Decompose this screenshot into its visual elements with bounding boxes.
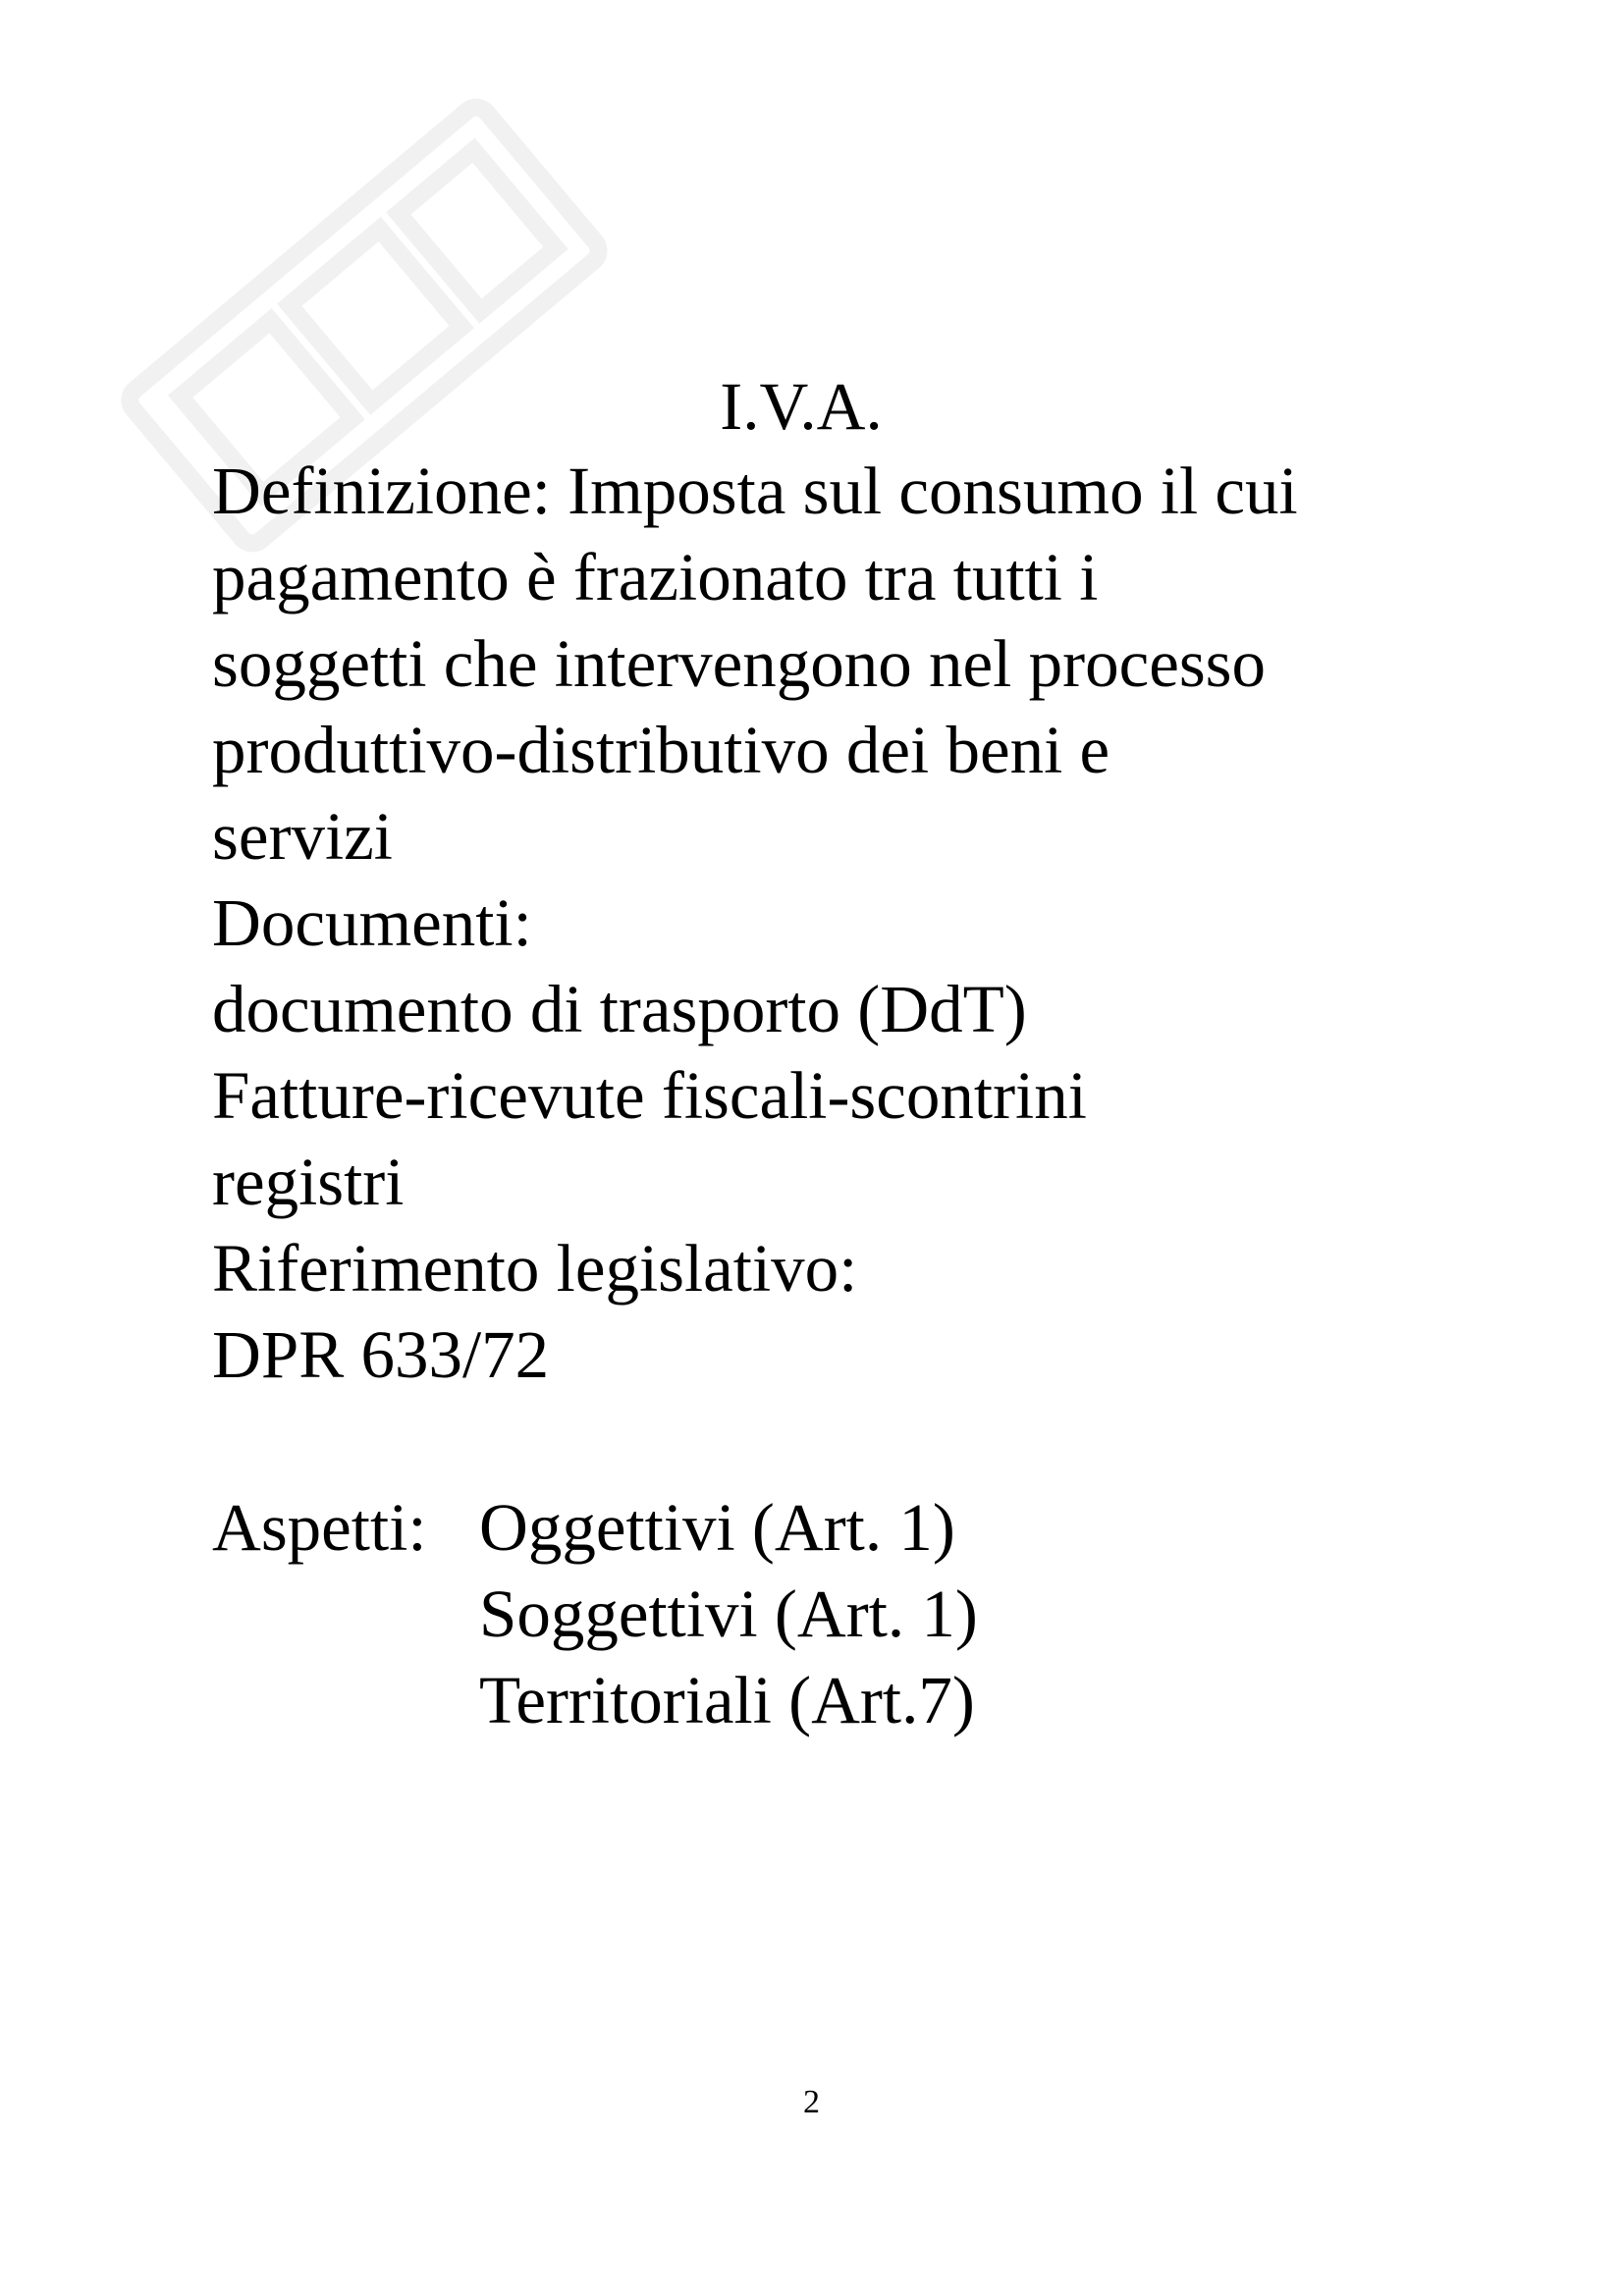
definition-line: pagamento è frazionato tra tutti i [212,540,1099,614]
spacer [212,1398,1488,1484]
definition-line: produttivo-distributivo dei beni e [212,713,1110,787]
page-content [212,365,1488,1743]
documents-item: registri [212,1145,405,1219]
reference-value: DPR 633/72 [212,1317,550,1392]
documents-item: documento di trasporto (DdT) [212,972,1027,1046]
page-number: 2 [803,2084,820,2120]
definition-block [212,448,1488,880]
definition-line: servizi [212,799,393,874]
definition-line: Definizione: Imposta sul consumo il cui [212,454,1298,528]
aspect-item: Territoriali (Art.7) [479,1663,975,1737]
aspect-item: Oggettivi (Art. 1) [479,1490,955,1565]
definition-line: soggetti che intervengono nel processo [212,626,1267,701]
page-title: I.V.A. [720,369,883,444]
reference-block [212,1225,1488,1398]
reference-heading: Riferimento legislativo: [212,1231,858,1306]
documents-heading: Documenti: [212,885,532,960]
documents-block [212,880,1488,1225]
aspects-list [479,1484,978,1743]
aspects-block [212,1484,1488,1743]
documents-item: Fatture-ricevute fiscali-scontrini [212,1058,1087,1133]
aspect-item: Soggettivi (Art. 1) [479,1576,978,1651]
aspects-label: Aspetti: [212,1490,427,1565]
